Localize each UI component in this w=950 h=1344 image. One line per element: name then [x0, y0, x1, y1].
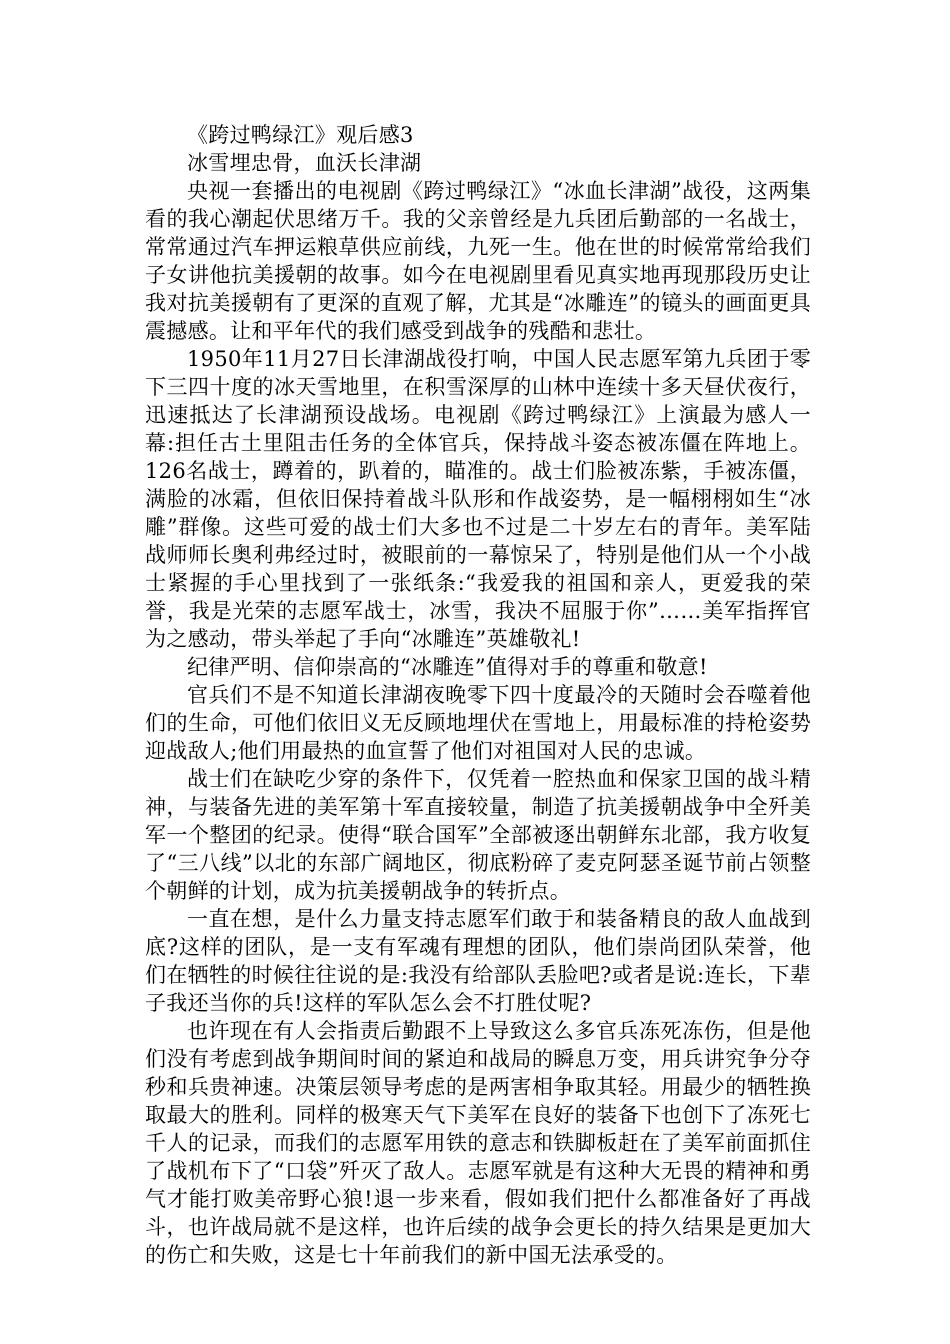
paragraph-3: 纪律严明、信仰崇高的“冰雕连”值得对手的尊重和敬意! [187, 655, 708, 679]
paragraph-6: 一直在想，是什么力量支持志愿军们敢于和装备精良的敌人血战到底?这样的团队，是一支有军魂有理想的团队，他们崇尚团队荣誉，他们在牺牲的时候往往说的是:我没有给部队丢脸吧?或者是说:连长，下辈子我还当你的兵!这样的军队怎么会不打胜仗呢? [145, 907, 811, 1015]
paragraph-5: 战士们在缺吃少穿的条件下，仅凭着一腔热血和保家卫国的战斗精神，与装备先进的美军第十军直接较量，制造了抗美援朝战争中全歼美军一个整团的纪录。使得“联合国军”全部被逐出朝鲜东北部，我方收复了“三八线”以北的东部广阔地区，彻底粉碎了麦克阿瑟圣诞节前占领整个朝鲜的计划，成为抗美援朝战争的转折点。 [145, 767, 811, 903]
document-subtitle: 冰雪埋忠骨，血沃长津湖 [187, 151, 422, 175]
paragraph-2: 1950年11月27日长津湖战役打响，中国人民志愿军第九兵团于零下三四十度的冰天雪地里，在积雪深厚的山林中连续十多天昼伏夜行，迅速抵达了长津湖预设战场。电视剧《跨过鸭绿江》上演最为感人一幕:担任古土里阻击任务的全体官兵，保持战斗姿态被冻僵在阵地上。126名战士，蹲着的，趴着的，瞄准的。战士们脸被冻紫，手被冻僵，满脸的冰霜，但依旧保持着战斗队形和作战姿势，是一幅栩栩如生“冰雕”群像。这些可爱的战士们大多也不过是二十岁左右的青年。美军陆战师师长奥利弗经过时，被眼前的一幕惊呆了，特别是他们从一个小战士紧握的手心里找到了一张纸条:“我爱我的祖国和亲人，更爱我的荣誉，我是光荣的志愿军战士，冰雪，我决不屈服于你”……美军指挥官为之感动，带头举起了手向“冰雕连”英雄敬礼! [145, 347, 811, 651]
paragraph-4: 官兵们不是不知道长津湖夜晚零下四十度最冷的天随时会吞噬着他们的生命，可他们依旧义无反顾地埋伏在雪地上，用最标准的持枪姿势迎战敌人;他们用最热的血宣誓了他们对祖国对人民的忠诚。 [145, 683, 811, 763]
paragraph-1: 央视一套播出的电视剧《跨过鸭绿江》“冰血长津湖”战役，这两集看的我心潮起伏思绪万千。我的父亲曾经是九兵团后勤部的一名战士，常常通过汽车押运粮草供应前线，九死一生。他在世的时候常常给我们子女讲他抗美援朝的故事。如今在电视剧里看见真实地再现那段历史让我对抗美援朝有了更深的直观了解，尤其是“冰雕连”的镜头的画面更具震撼感。让和平年代的我们感受到战争的残酷和悲壮。 [145, 179, 811, 343]
document-title: 《跨过鸭绿江》观后感3 [187, 123, 414, 147]
paragraph-7: 也许现在有人会指责后勤跟不上导致这么多官兵冻死冻伤，但是他们没有考虑到战争期间时间的紧迫和战局的瞬息万变，用兵讲究争分夺秒和兵贵神速。决策层领导考虑的是两害相争取其轻。用最少的牺牲换取最大的胜利。同样的极寒天气下美军在良好的装备下也创下了冻死七千人的记录，而我们的志愿军用铁的意志和铁脚板赶在了美军前面抓住了战机布下了“口袋”歼灭了敌人。志愿军就是有这种大无畏的精神和勇气才能打败美帝野心狼!退一步来看，假如我们把什么都准备好了再战斗，也许战局就不是这样，也许后续的战争会更长的持久结果是更加大的伤亡和失败，这是七十年前我们的新中国无法承受的。 [145, 1019, 811, 1267]
document-body [145, 121, 811, 1269]
